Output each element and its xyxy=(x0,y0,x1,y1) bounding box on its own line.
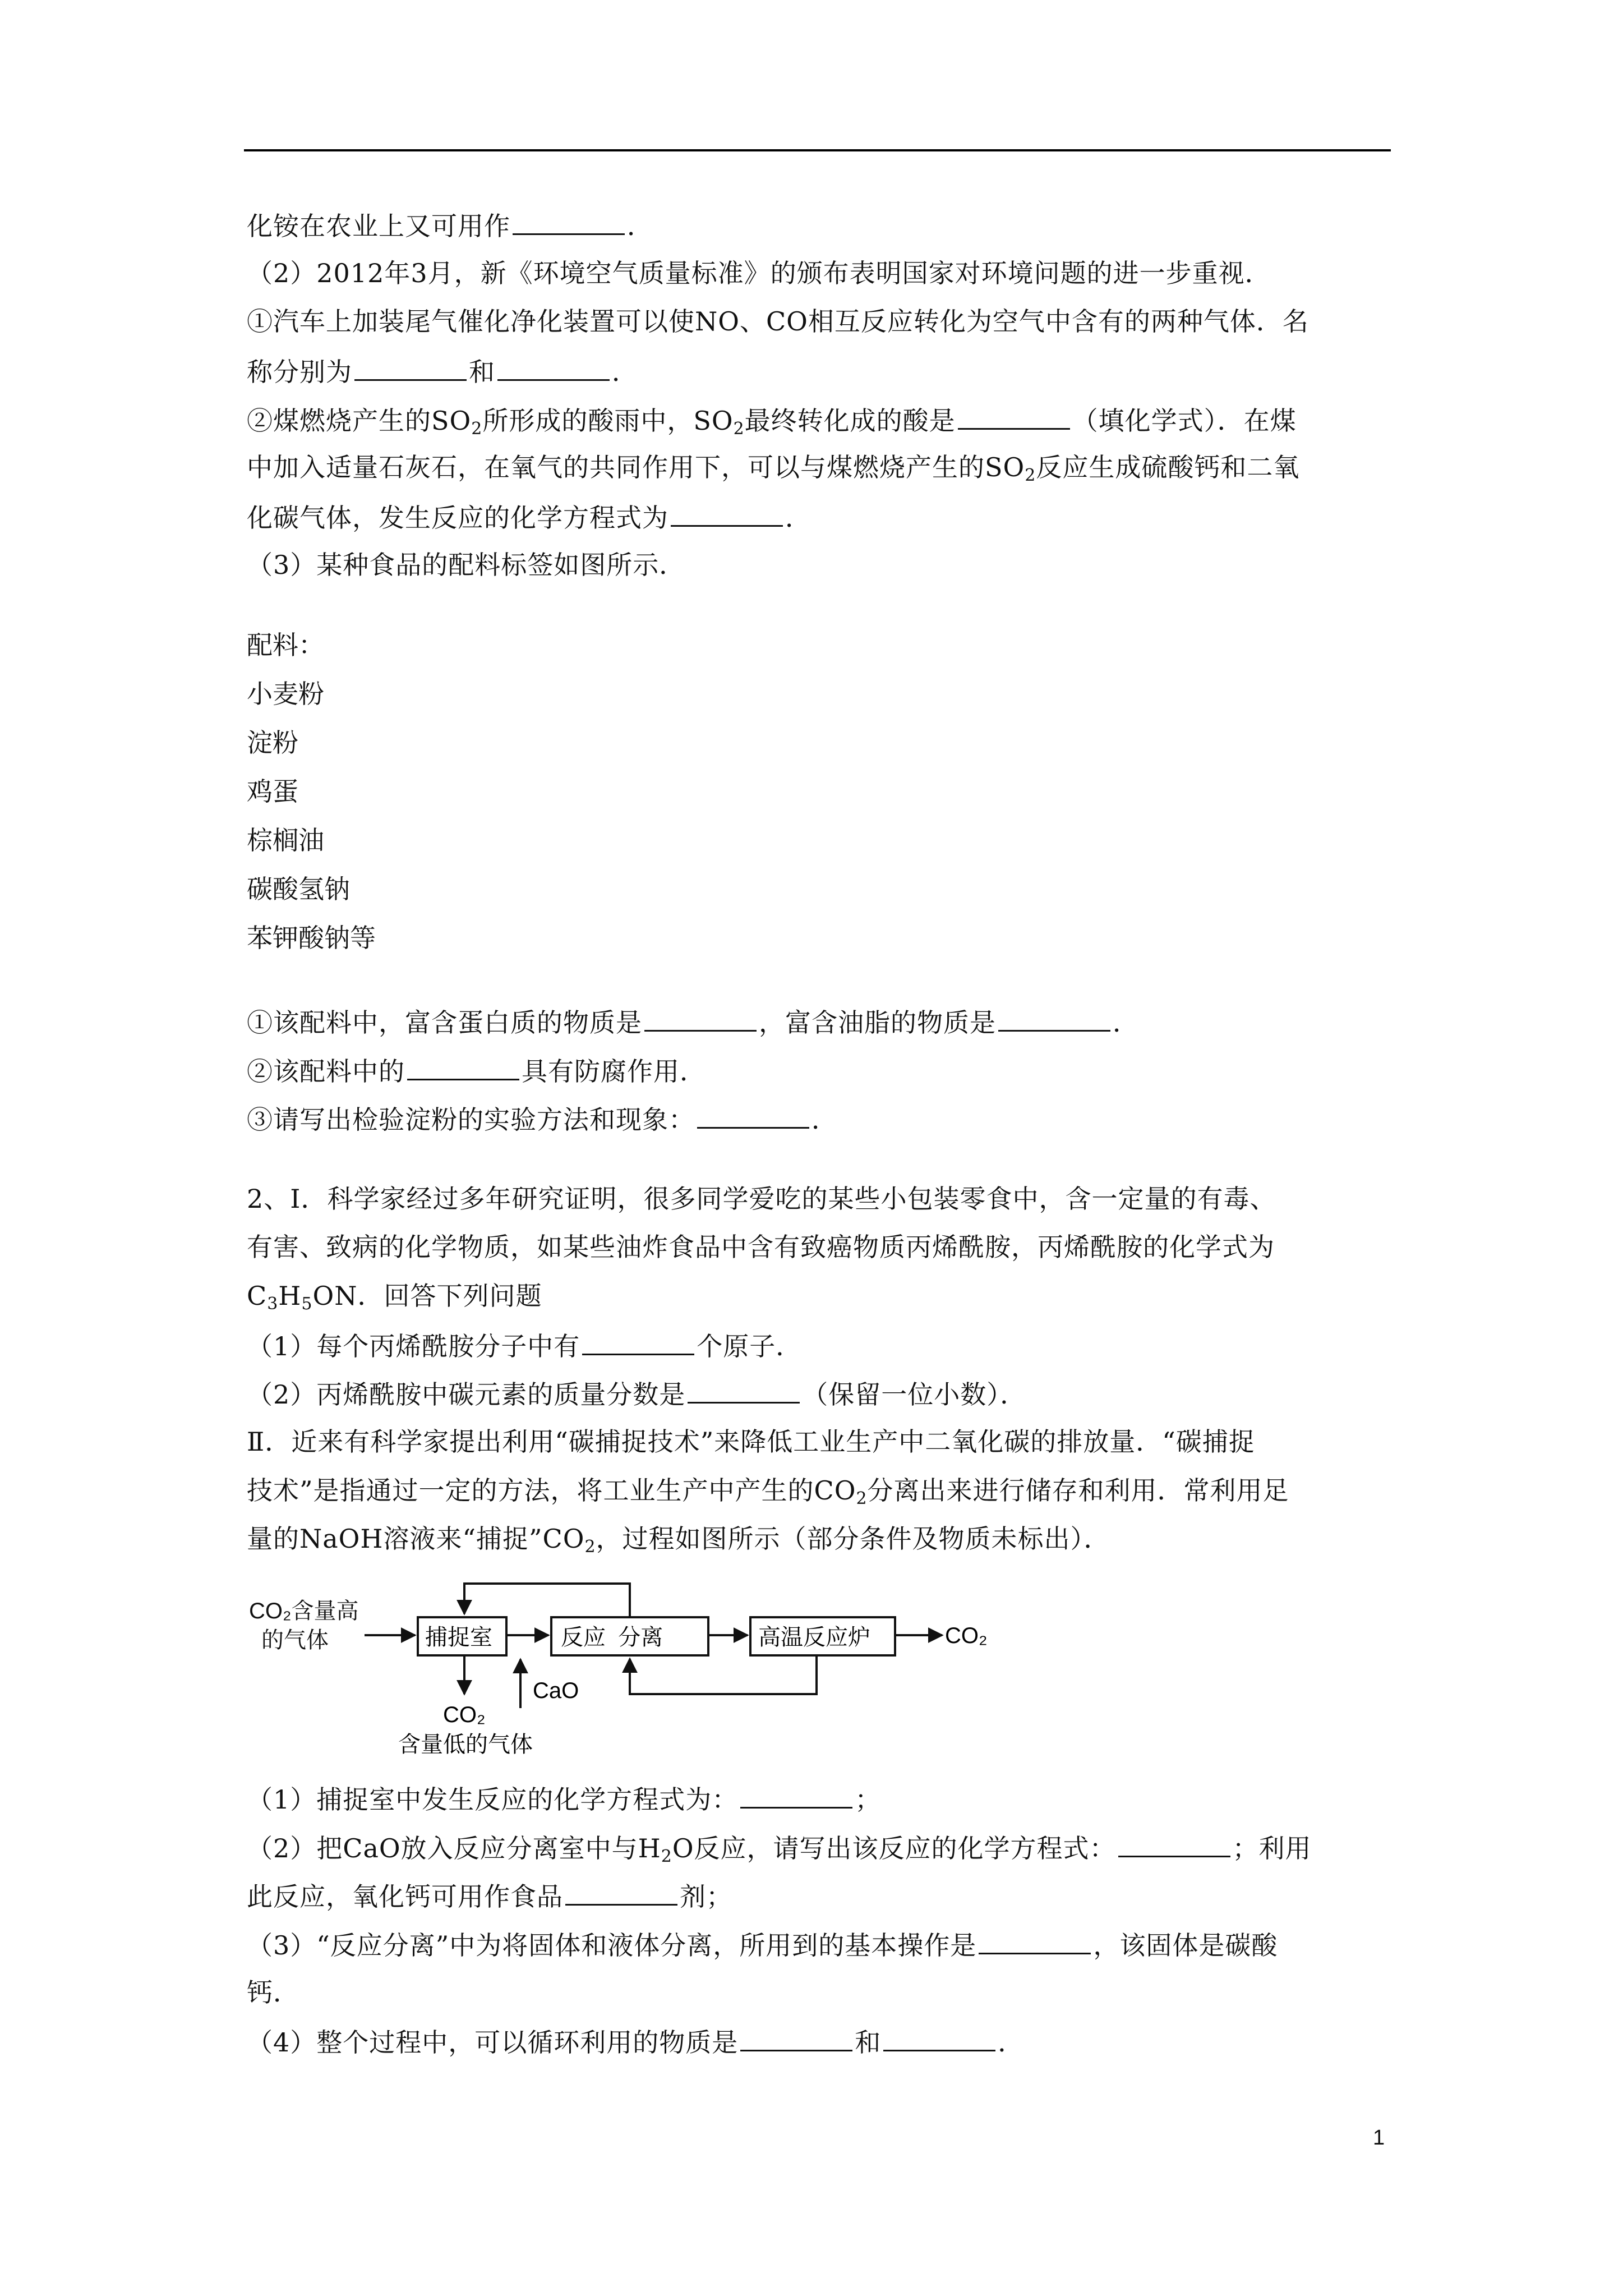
text-line-6: 中加入适量石灰石，在氧气的共同作用下，可以与煤燃烧产生的$SO_2$反应生成硫酸钙和二氧 xyxy=(247,452,1300,485)
answer-blank[interactable] xyxy=(883,2024,995,2051)
process-flow-diagram xyxy=(247,1573,1032,1759)
low-gas-co2-label: CO₂ xyxy=(443,1703,486,1727)
text-line-8: （3）某种食品的配料标签如图所示． xyxy=(247,550,686,580)
text-line-p2-1: 2、Ⅰ．科学家经过多年研究证明，很多同学爱吃的某些小包装零食中，含一定量的有毒、 xyxy=(247,1184,1276,1214)
text-line-p2-3: $C_3H_5ON$．回答下列问题 xyxy=(247,1281,542,1314)
text-line-p2-5: （2）丙烯酰胺中碳元素的质量分数是 （保留一位小数）． xyxy=(247,1376,1026,1411)
answer-blank[interactable] xyxy=(565,1878,677,1906)
text-line-7: 化碳气体，发生反应的化学方程式为 ． xyxy=(247,499,811,535)
text-line-q2-cont: 此反应，氧化钙可用作食品 剂； xyxy=(247,1878,732,1913)
text-line-q1: （1）捕捉室中发生反应的化学方程式为： ； xyxy=(247,1781,881,1816)
text-line-p2-8: 量的NaOH溶液来“捕捉$”CO_2$，过程如图所示（部分条件及物质未标出）． xyxy=(247,1524,1110,1557)
text-line-2: （2）2012年3月，新《环境空气质量标准》的颁布表明国家对环境问题的进一步重视． xyxy=(247,258,1271,288)
recycle-arrow-top xyxy=(464,1584,630,1617)
text-line-q3-1: ①该配料中，富含蛋白质的物质是 ，富含油脂的物质是 ． xyxy=(247,1004,1139,1039)
input-gas-label-2: 的气体 xyxy=(261,1628,329,1653)
low-gas-label: 含量低的气体 xyxy=(398,1732,533,1757)
output-co2-label: CO₂ xyxy=(945,1623,988,1648)
page-number: 1 xyxy=(1373,2126,1385,2150)
text-line-1: 化铵在农业上又可用作 ． xyxy=(247,208,653,243)
answer-blank[interactable] xyxy=(697,1101,809,1129)
text-line-q3-cont: 钙． xyxy=(247,1977,299,2008)
answer-blank[interactable] xyxy=(958,402,1070,430)
answer-blank[interactable] xyxy=(644,1004,757,1032)
ingredient-item: 苯钾酸钠等 xyxy=(247,923,376,953)
ingredient-item: 鸡蛋 xyxy=(247,776,298,807)
text-line-q3-3: ③请写出检验淀粉的实验方法和现象： ． xyxy=(247,1101,838,1137)
answer-blank[interactable] xyxy=(513,208,625,235)
ingredient-item: 棕榈油 xyxy=(247,825,324,855)
ingredient-item: 淀粉 xyxy=(247,728,298,758)
ingredients-title: 配料： xyxy=(247,630,324,660)
text-line-q2: （2）把CaO放入反应分离室中与$H_2O$反应，请写出该反应的化学方程式： ；利用 xyxy=(247,1830,1312,1874)
answer-blank[interactable] xyxy=(979,1927,1091,1954)
text-line-p2-2: 有害、致病的化学物质，如某些油炸食品中含有致癌物质丙烯酰胺，丙烯酰胺的化学式为 xyxy=(247,1232,1275,1262)
text-line-3: ①汽车上加装尾气催化净化装置可以使NO、CO相互反应转化为空气中含有的两种气体．名 xyxy=(247,306,1309,337)
text-line-q3-2: ②该配料中的 具有防腐作用． xyxy=(247,1053,706,1088)
text-line-p2-6: Ⅱ．近来有科学家提出利用“碳捕捉技术”来降低工业生产中二氧化碳的排放量．“碳捕捉 xyxy=(247,1427,1255,1457)
answer-blank[interactable] xyxy=(688,1376,800,1404)
answer-blank[interactable] xyxy=(407,1053,519,1080)
answer-blank[interactable] xyxy=(497,353,610,381)
answer-blank[interactable] xyxy=(354,353,467,381)
answer-blank[interactable] xyxy=(582,1328,694,1355)
input-gas-label-1: CO₂含量高 xyxy=(249,1599,359,1623)
header-rule xyxy=(244,149,1391,151)
answer-blank[interactable] xyxy=(998,1004,1110,1032)
ingredient-item: 碳酸氢钠 xyxy=(247,874,350,904)
text-line-p2-4: （1）每个丙烯酰胺分子中有 个原子． xyxy=(247,1328,802,1363)
answer-blank[interactable] xyxy=(1118,1830,1230,1857)
text-line-q3: （3）“反应分离”中为将固体和液体分离，所用到的基本操作是 ，该固体是碳酸 xyxy=(247,1927,1278,1962)
furnace-label: 高温反应炉 xyxy=(758,1625,870,1650)
recycle-arrow-bottom xyxy=(630,1655,817,1694)
answer-blank[interactable] xyxy=(671,499,783,527)
text-line-q4: （4）整个过程中，可以循环利用的物质是 和 ． xyxy=(247,2024,1024,2059)
reaction-separation-label: 反应 分离 xyxy=(561,1625,663,1650)
text-line-p2-7: 技术”是指通过一定的方法，将工业生产中产生的$CO_2$分离出来进行储存和利用．常利用足 xyxy=(247,1475,1289,1508)
answer-blank[interactable] xyxy=(740,2024,852,2051)
ingredient-item: 小麦粉 xyxy=(247,679,324,709)
capture-chamber-label: 捕捉室 xyxy=(425,1625,492,1650)
text-line-5: ②煤燃烧产生的$SO_2$所形成的酸雨中，$SO_2$最终转化成的酸是 （填化学式）．在煤 xyxy=(247,402,1297,446)
cao-label: CaO xyxy=(533,1678,579,1703)
answer-blank[interactable] xyxy=(740,1781,852,1809)
text-line-4: 称分别为 和 ． xyxy=(247,353,638,389)
